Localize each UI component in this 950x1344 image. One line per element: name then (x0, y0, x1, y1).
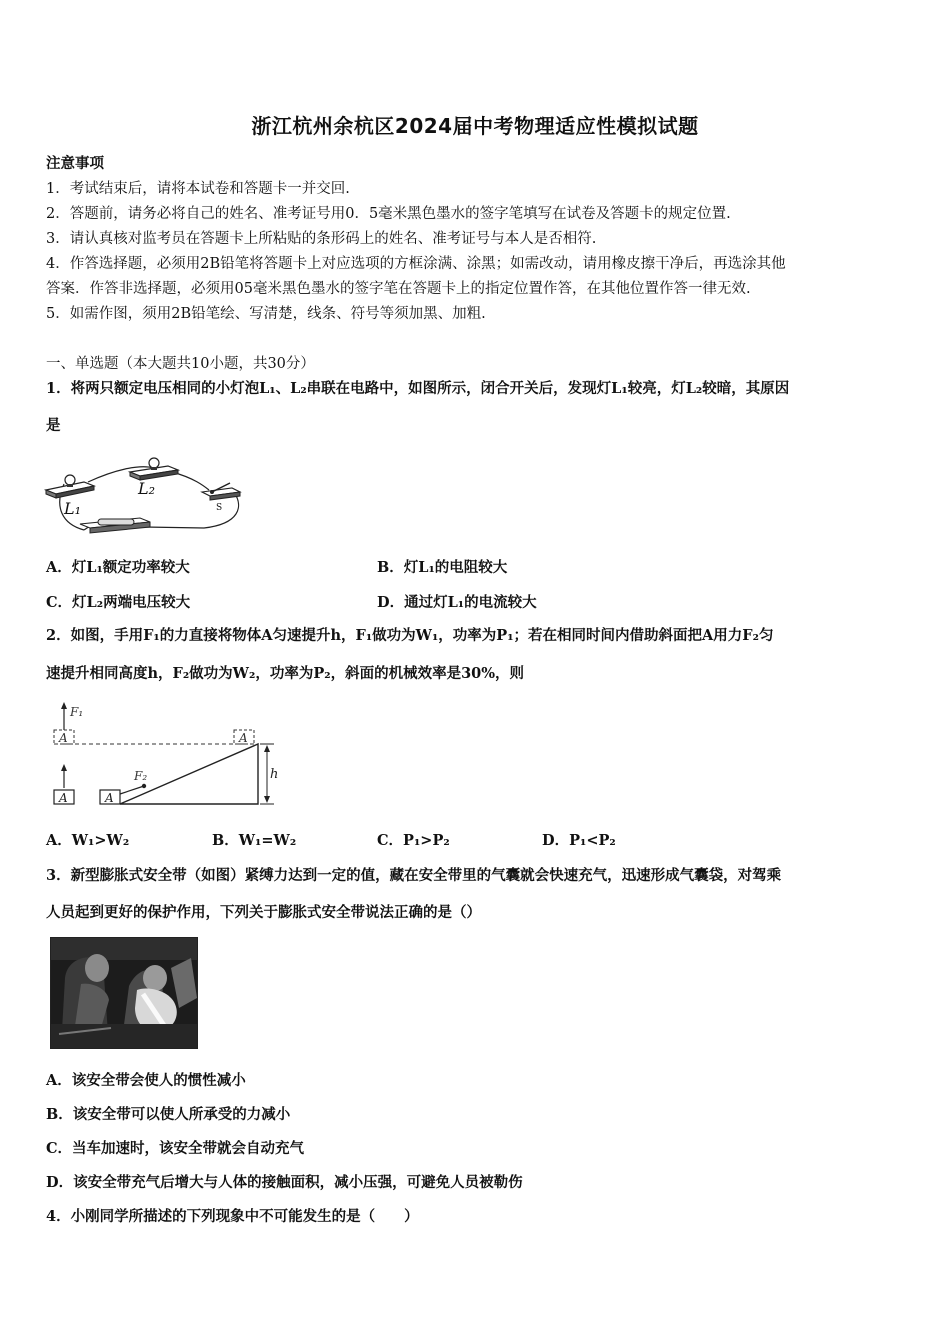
q3-option-b[interactable]: B．该安全带可以使人所承受的力减小 (46, 1106, 291, 1123)
label-a-lifted: A (59, 731, 68, 745)
q3-stem-cont: 人员起到更好的保护作用，下列关于膨胀式安全带说法正确的是（） (46, 904, 481, 921)
q2-option-c[interactable]: C．P₁>P₂ (377, 832, 450, 849)
q2-option-d[interactable]: D．P₁<P₂ (542, 832, 616, 849)
q1-stem-cont: 是 (46, 417, 61, 434)
q1-option-d[interactable]: D．通过灯L₁的电流较大 (377, 594, 537, 611)
notice-item: 2．答题前，请务必将自己的姓名、准考证号用0．5毫米黑色墨水的签字笔填写在试卷及答题卡的规定位置. (46, 206, 731, 222)
q3-option-c[interactable]: C．当车加速时，该安全带就会自动充气 (46, 1140, 305, 1157)
q1-stem: 1．将两只额定电压相同的小灯泡L₁、L₂串联在电路中，如图所示，闭合开关后，发现灯L₁较亮，灯L₂较暗，其原因 (46, 380, 790, 397)
notice-item: 5．如需作图，须用2B铅笔绘、写清楚，线条、符号等须加黑、加粗. (46, 306, 486, 322)
q3-option-d[interactable]: D．该安全带充气后增大与人体的接触面积，减小压强，可避免人员被勒伤 (46, 1174, 523, 1191)
q2-stem: 2．如图，手用F₁的力直接将物体A匀速提升h，F₁做功为W₁，功率为P₁；若在相同时间内借助斜面把A用力F₂匀 (46, 627, 774, 644)
label-h: h (270, 767, 279, 782)
q1-option-a[interactable]: A．灯L₁额定功率较大 (46, 559, 190, 576)
q1-option-c[interactable]: C．灯L₂两端电压较大 (46, 594, 191, 611)
seatbelt-photo (50, 937, 198, 1049)
label-a-top: A (239, 731, 248, 745)
page-title: 浙江杭州余杭区2024届中考物理适应性模拟试题 (251, 114, 699, 138)
label-a-incline: A (105, 791, 114, 805)
section-heading: 一、单选题（本大题共10小题，共30分） (46, 356, 315, 372)
q3-stem: 3．新型膨胀式安全带（如图）紧缚力达到一定的值，藏在安全带里的气囊就会快速充气，迅速形成气囊袋，对驾乘 (46, 867, 782, 884)
q2-option-a[interactable]: A．W₁>W₂ (46, 832, 130, 849)
label-l2: L₂ (138, 479, 156, 498)
q4-stem: 4．小刚同学所描述的下列现象中不可能发生的是（ ） (46, 1208, 419, 1225)
label-s: S (216, 503, 223, 513)
q2-option-b[interactable]: B．W₁=W₂ (212, 832, 297, 849)
label-l1: L₁ (64, 499, 82, 518)
q1-option-b[interactable]: B．灯L₁的电阻较大 (377, 559, 508, 576)
notice-item: 4．作答选择题，必须用2B铅笔将答题卡上对应选项的方框涂满、涂黑；如需改动，请用橡皮擦干净后，再选涂其他 (46, 256, 786, 272)
notice-item: 答案．作答非选择题，必须用05毫米黑色墨水的签字笔在答题卡上的指定位置作答，在其他位置作答一律无效. (46, 281, 751, 297)
label-f1: F₁ (70, 705, 84, 719)
q3-option-a[interactable]: A．该安全带会使人的惯性减小 (46, 1072, 246, 1089)
q2-stem-cont: 速提升相同高度h，F₂做功为W₂，功率为P₂，斜面的机械效率是30%，则 (46, 665, 525, 682)
label-f2: F₂ (134, 769, 148, 783)
circuit-diagram (44, 452, 244, 534)
notice-item: 1．考试结束后，请将本试卷和答题卡一并交回. (46, 181, 350, 197)
notice-item: 3．请认真核对监考员在答题卡上所粘贴的条形码上的姓名、准考证号与本人是否相符. (46, 231, 597, 247)
notice-heading: 注意事项 (46, 155, 104, 172)
label-a-ground: A (59, 791, 68, 805)
incline-diagram (48, 702, 288, 810)
